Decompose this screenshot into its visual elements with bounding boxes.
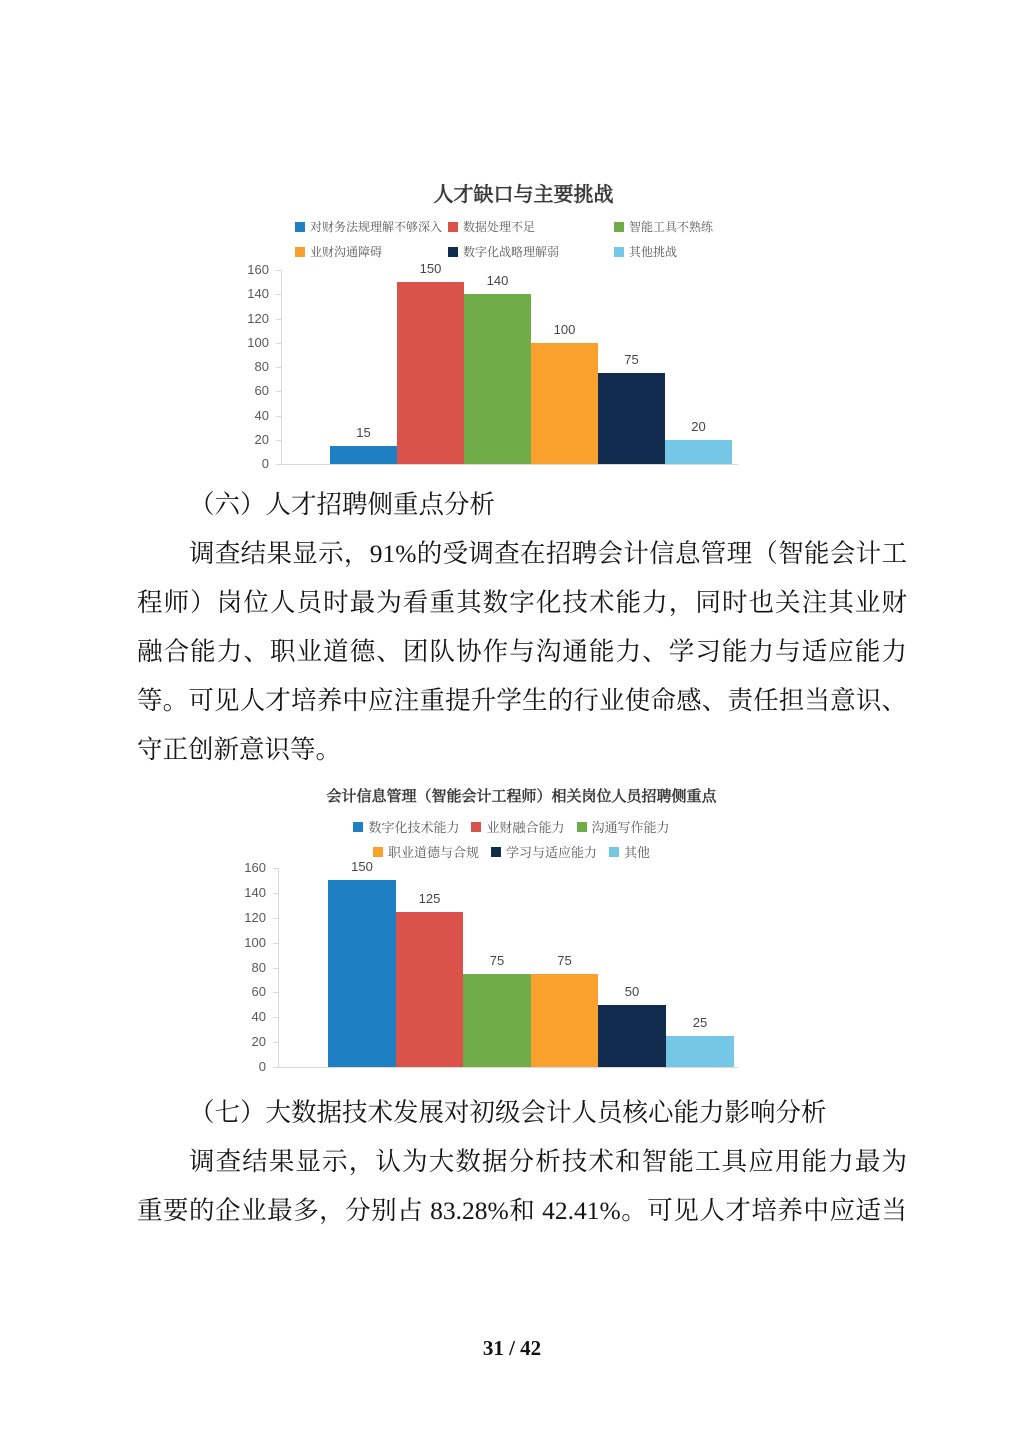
bar-2 [396, 912, 463, 1067]
bar-value-label: 150 [351, 859, 373, 874]
legend-label: 数据处理不足 [463, 220, 536, 234]
y-axis-tick-label: 0 [261, 456, 269, 471]
x-axis-line [281, 464, 738, 465]
bar-value-label: 20 [691, 419, 706, 434]
y-axis-tick-label: 100 [247, 335, 269, 350]
section-heading: （六）人才招聘侧重点分析 [189, 490, 496, 519]
legend-label: 其他 [624, 845, 651, 860]
bar-1 [328, 880, 396, 1067]
bar-value-label: 25 [692, 1015, 708, 1030]
bar-value-label: 150 [419, 261, 442, 276]
legend-label: 业财融合能力 [486, 820, 565, 835]
bar-5 [598, 373, 665, 464]
bar-1 [330, 446, 397, 464]
y-axis-tick-label: 40 [251, 1009, 266, 1024]
bar-4 [531, 343, 598, 464]
bar-2 [397, 282, 464, 464]
legend-label: 学习与适应能力 [505, 845, 597, 860]
legend-label: 智能工具不熟练 [629, 220, 714, 234]
chart-talent-gap [245, 182, 742, 484]
bar-value-label: 100 [553, 322, 576, 337]
x-axis-line [278, 1067, 738, 1068]
chart-title: 会计信息管理（智能会计工程师）相关岗位人员招聘侧重点 [326, 788, 717, 805]
y-axis-tick-label: 120 [244, 910, 266, 925]
bar-6 [666, 1036, 734, 1067]
paragraph-line: 程师）岗位人员时最为看重其数字化技术能力，同时也关注其业财 [137, 588, 907, 617]
paragraph-line: 融合能力、职业道德、团队协作与沟通能力、学习能力与适应能力 [137, 637, 907, 666]
paragraph-line: 守正创新意识等。 [137, 735, 342, 764]
section-heading: （七）大数据技术发展对初级会计人员核心能力影响分析 [189, 1098, 827, 1127]
bar-4 [531, 974, 598, 1067]
y-axis-tick-label: 80 [254, 359, 269, 374]
bar-3 [464, 294, 531, 464]
legend-label: 业财沟通障碍 [310, 245, 383, 259]
y-axis-tick-label: 60 [251, 984, 266, 999]
y-axis-tick-label: 100 [244, 935, 266, 950]
y-axis-line [281, 270, 282, 464]
paragraph-line: 调查结果显示，认为大数据分析技术和智能工具应用能力最为 [189, 1147, 907, 1176]
y-axis-tick-label: 140 [244, 885, 266, 900]
bar-5 [598, 1005, 666, 1067]
bar-value-label: 140 [486, 273, 509, 288]
bar-value-label: 15 [356, 425, 371, 440]
paragraph-line: 重要的企业最多，分别占 83.28%和 42.41%。可见人才培养中应适当 [137, 1196, 907, 1225]
bar-value-label: 75 [557, 953, 572, 968]
y-axis-tick-label: 20 [254, 432, 269, 447]
paragraph-line: 等。可见人才培养中应注重提升学生的行业使命感、责任担当意识、 [137, 686, 907, 715]
chart-title: 人才缺口与主要挑战 [433, 184, 614, 206]
bar-6 [665, 440, 732, 464]
section-bigdata-impact-analysis [137, 1088, 907, 1235]
page-number: 31 / 42 [482, 1336, 542, 1360]
legend-label: 数字化技术能力 [368, 820, 460, 835]
y-axis-tick-label: 0 [258, 1059, 266, 1074]
legend-label: 对财务法规理解不够深入 [310, 220, 443, 234]
y-axis-tick-label: 80 [251, 960, 266, 975]
section-recruitment-analysis [137, 480, 907, 774]
bar-value-label: 75 [489, 953, 505, 968]
legend-label: 沟通写作能力 [591, 820, 670, 835]
chart-recruitment-focus [233, 777, 790, 1079]
legend-label: 职业道德与合规 [387, 845, 479, 860]
legend-label: 数字化战略理解弱 [463, 245, 560, 259]
bar-value-label: 125 [418, 891, 441, 906]
y-axis-tick-label: 140 [247, 286, 269, 301]
bar-value-label: 75 [624, 352, 639, 367]
y-axis-tick-label: 40 [254, 408, 269, 423]
chart-plot-area [233, 777, 790, 1079]
y-axis-tick-label: 60 [254, 383, 269, 398]
legend-label: 其他挑战 [629, 245, 678, 259]
y-axis-tick-label: 20 [251, 1034, 266, 1049]
bar-value-label: 50 [624, 984, 640, 999]
bar-3 [463, 974, 531, 1067]
chart-plot-area [245, 182, 742, 484]
y-axis-tick-label: 120 [247, 311, 269, 326]
y-axis-line [278, 868, 279, 1067]
y-axis-tick-label: 160 [247, 262, 269, 277]
y-axis-tick-label: 160 [244, 860, 266, 875]
paragraph-line: 调查结果显示，91%的受调查在招聘会计信息管理（智能会计工 [189, 539, 907, 568]
